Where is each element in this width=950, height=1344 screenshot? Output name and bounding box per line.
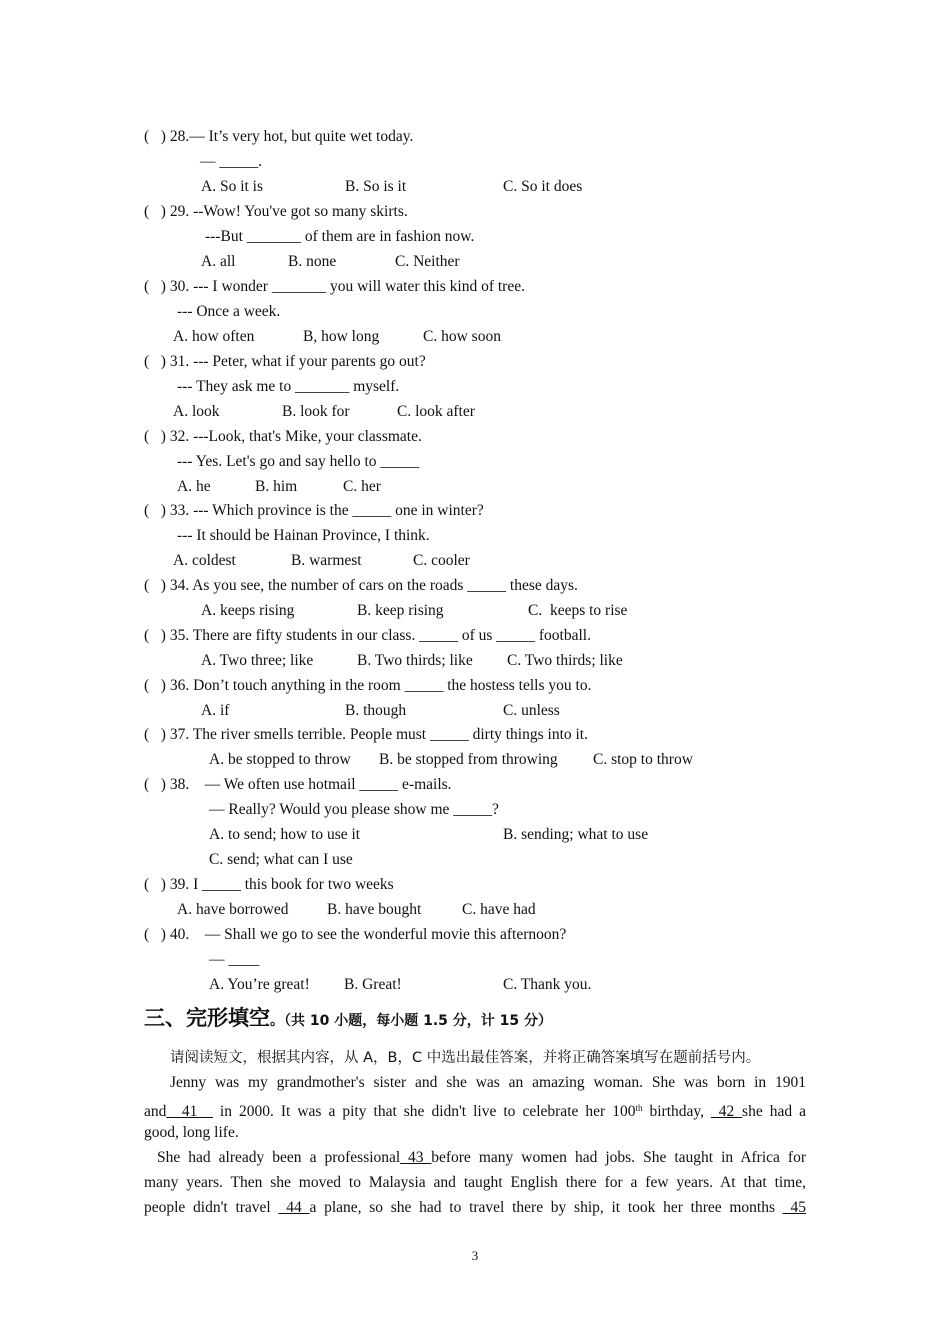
question-line: --- Yes. Let's go and say hello to _____	[177, 453, 420, 470]
question-line: — _____.	[200, 153, 262, 170]
question-line: A. he	[177, 478, 211, 495]
question-line: A. how often	[173, 328, 255, 345]
question-line: B. be stopped from throwing	[379, 751, 558, 768]
question-line: A. to send; how to use it	[209, 826, 361, 843]
question-line: A. look	[173, 403, 220, 420]
question-line: B. him	[255, 478, 298, 495]
question-line: B. So is it	[345, 178, 407, 195]
question-line: A. if	[201, 702, 230, 719]
question-line: C. Neither	[395, 253, 460, 270]
question-line: B. warmest	[291, 552, 362, 569]
passage-line-2: and__41__ in 2000. It was a pity that she didn't live to celebrate her 100th birthday, _42_she had a	[144, 1103, 806, 1120]
blank-45: _45	[782, 1199, 806, 1216]
question-line: B. have bought	[327, 901, 422, 918]
passage-line-6: people didn't travel _44_a plane, so she had to travel there by ship, it took her three months _45	[144, 1199, 806, 1216]
question-line: C. stop to throw	[593, 751, 693, 768]
question-line: ( ) 38. — We often use hotmail _____ e-mails.	[144, 776, 452, 793]
question-line: ---But _______ of them are in fashion now.	[205, 228, 475, 245]
question-line: C. So it does	[503, 178, 583, 195]
question-line: C. keeps to rise	[528, 602, 628, 619]
section-title: 三、完形填空	[144, 1006, 270, 1030]
section-subtitle: 。（共 10 小题，每小题 1.5 分，计 15 分）	[270, 1013, 553, 1029]
blank-43: _43_	[400, 1149, 432, 1166]
blank-41: __41__	[166, 1103, 213, 1120]
passage-line-1: Jenny was my grandmother's sister and she was an amazing woman. She was born in 1901	[170, 1074, 806, 1091]
blank-44: _44_	[278, 1199, 310, 1216]
passage-line-5: many years. Then she moved to Malaysia and taught English there for a few years. At that time,	[144, 1174, 806, 1191]
question-line: B. though	[345, 702, 407, 719]
question-line: C. Two thirds; like	[507, 652, 623, 669]
question-line: C. cooler	[413, 552, 470, 569]
question-line: B. Great!	[344, 976, 402, 993]
question-line: A. keeps rising	[201, 602, 295, 619]
question-line: C. look after	[397, 403, 475, 420]
question-line: ( ) 37. The river smells terrible. People must _____ dirty things into it.	[144, 726, 588, 743]
question-line: --- Once a week.	[177, 303, 281, 320]
question-line: ( ) 35. There are fifty students in our class. _____ of us _____ football.	[144, 627, 591, 644]
question-line: C. her	[343, 478, 381, 495]
question-line: A. So it is	[201, 178, 264, 195]
question-line: C. Thank you.	[503, 976, 592, 993]
passage-line-3: good, long life.	[144, 1124, 239, 1141]
question-line: A. Two three; like	[201, 652, 314, 669]
question-line: ( ) 29. --Wow! You've got so many skirts.	[144, 203, 408, 220]
question-line: --- It should be Hainan Province, I think.	[177, 527, 430, 544]
section-heading	[144, 1008, 552, 1031]
question-line: — ____	[209, 951, 260, 968]
question-line: ( ) 28.— It’s very hot, but quite wet today.	[144, 128, 414, 145]
question-line: B, how long	[303, 328, 380, 345]
question-line: ( ) 32. ---Look, that's Mike, your classmate.	[144, 428, 422, 445]
question-line: A. You’re great!	[209, 976, 310, 993]
question-line: C. send; what can I use	[209, 851, 353, 868]
question-line: A. be stopped to throw	[209, 751, 351, 768]
question-line: ( ) 30. --- I wonder _______ you will water this kind of tree.	[144, 278, 525, 295]
question-line: A. coldest	[173, 552, 236, 569]
instruction-text: 请阅读短文，根据其内容，从 A，B，C 中选出最佳答案，并将正确答案填写在题前括号内。	[170, 1050, 761, 1066]
question-line: ( ) 34. As you see, the number of cars on the roads _____ these days.	[144, 577, 578, 594]
question-line: B. keep rising	[357, 602, 444, 619]
question-line: C. how soon	[423, 328, 501, 345]
question-line: A. all	[201, 253, 236, 270]
question-line: A. have borrowed	[177, 901, 289, 918]
page-number: 3	[471, 1248, 479, 1263]
question-line: C. have had	[462, 901, 536, 918]
blank-42: _42_	[711, 1103, 743, 1120]
question-line: --- They ask me to _______ myself.	[177, 378, 400, 395]
question-line: C. unless	[503, 702, 560, 719]
passage-line-4: She had already been a professional_43_before many women had jobs. She taught in Africa for	[157, 1149, 806, 1166]
question-line: B. look for	[282, 403, 350, 420]
question-line: B. none	[288, 253, 337, 270]
question-line: B. sending; what to use	[503, 826, 649, 843]
question-line: ( ) 36. Don’t touch anything in the room _____ the hostess tells you to.	[144, 677, 592, 694]
question-line: ( ) 31. --- Peter, what if your parents go out?	[144, 353, 426, 370]
question-line: ( ) 39. I _____ this book for two weeks	[144, 876, 394, 893]
question-line: ( ) 40. — Shall we go to see the wonderful movie this afternoon?	[144, 926, 567, 943]
question-line: B. Two thirds; like	[357, 652, 473, 669]
question-line: — Really? Would you please show me _____?	[209, 801, 499, 818]
question-line: ( ) 33. --- Which province is the _____ one in winter?	[144, 502, 484, 519]
